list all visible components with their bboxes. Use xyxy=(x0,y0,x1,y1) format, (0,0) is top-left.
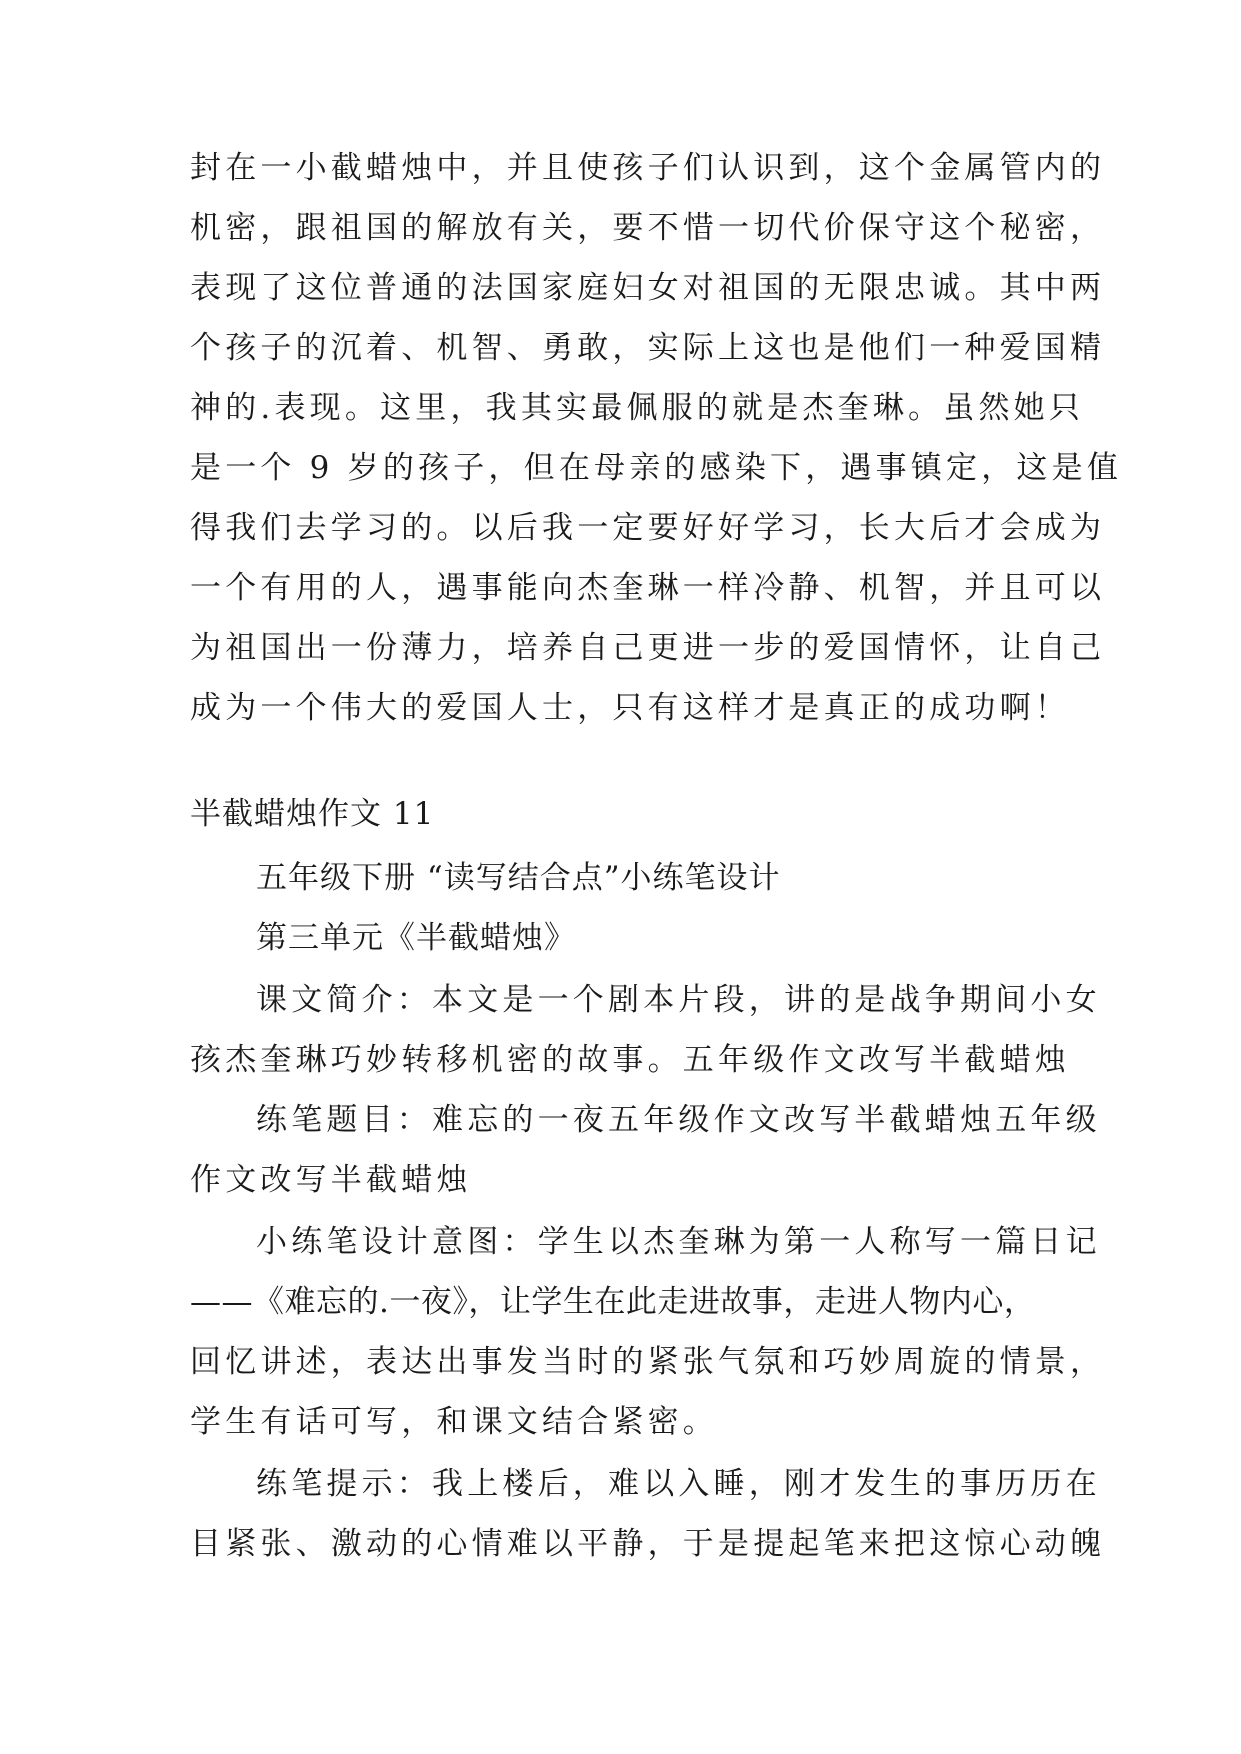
hint-text-line: 练笔提示：我上楼后，难以入睡，刚才发生的事历历在 xyxy=(256,1466,1101,1502)
intent-text-line: ——《难忘的.一夜》，让学生在此走进故事，走进人物内心， xyxy=(190,1284,1036,1320)
section-title: 半截蜡烛作文 11 xyxy=(190,796,435,832)
subtitle: 五年级下册 “读写结合点”小练笔设计 xyxy=(256,860,781,896)
body-text-line: 神的.表现。这里，我其实最佩服的就是杰奎琳。虽然她只 xyxy=(190,390,1085,426)
body-text-line: 表现了这位普通的法国家庭妇女对祖国的无限忠诚。其中两 xyxy=(190,270,1106,306)
hint-text-line: 目紧张、激动的心情难以平静，于是提起笔来把这惊心动魄 xyxy=(190,1526,1106,1562)
body-text-line: 封在一小截蜡烛中，并且使孩子们认识到，这个金属管内的 xyxy=(190,150,1106,186)
body-text-line: 个孩子的沉着、机智、勇敢，实际上这也是他们一种爱国精 xyxy=(190,330,1106,366)
intent-text-line: 回忆讲述，表达出事发当时的紧张气氛和巧妙周旋的情景， xyxy=(190,1344,1106,1380)
subtitle: 第三单元《半截蜡烛》 xyxy=(256,920,576,956)
body-text-line: 机密，跟祖国的解放有关，要不惜一切代价保守这个秘密， xyxy=(190,210,1106,246)
intro-text-line: 孩杰奎琳巧妙转移机密的故事。五年级作文改写半截蜡烛 xyxy=(190,1042,1070,1078)
body-text-line: 为祖国出一份薄力，培养自己更进一步的爱国情怀，让自己 xyxy=(190,630,1106,666)
intent-text-line: 小练笔设计意图：学生以杰奎琳为第一人称写一篇日记 xyxy=(256,1224,1101,1260)
intro-text-line: 课文简介：本文是一个剧本片段，讲的是战争期间小女 xyxy=(256,982,1101,1018)
body-text-line: 一个有用的人，遇事能向杰奎琳一样冷静、机智，并且可以 xyxy=(190,570,1106,606)
body-text-line: 得我们去学习的。以后我一定要好好学习，长大后才会成为 xyxy=(190,510,1106,546)
topic-text-line: 作文改写半截蜡烛 xyxy=(190,1162,472,1198)
body-text-line: 成为一个伟大的爱国人士，只有这样才是真正的成功啊！ xyxy=(190,690,1070,726)
intent-text-line: 学生有话可写，和课文结合紧密。 xyxy=(190,1404,718,1440)
body-text-line: 是一个 9 岁的孩子，但在母亲的感染下，遇事镇定，这是值 xyxy=(190,450,1123,486)
topic-text-line: 练笔题目：难忘的一夜五年级作文改写半截蜡烛五年级 xyxy=(256,1102,1101,1138)
